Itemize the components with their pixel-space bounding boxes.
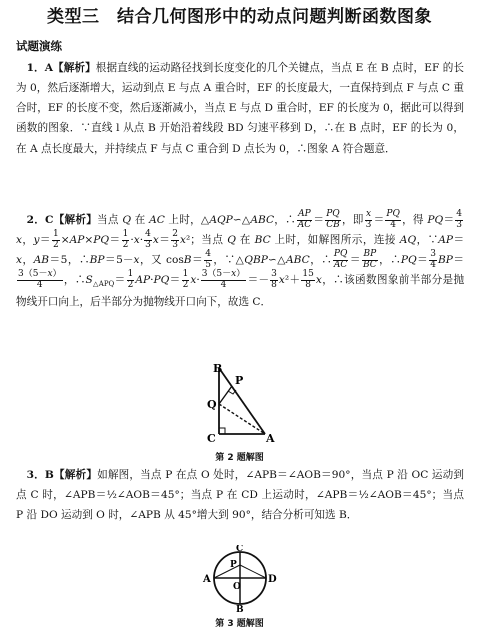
- q2-label-B: B: [213, 362, 223, 375]
- q3-answer: 3．B: [26, 469, 54, 481]
- q2-label-A: A: [266, 432, 275, 445]
- q3-label-D: D: [268, 574, 277, 585]
- q3-label-A: A: [203, 574, 211, 585]
- q3-line-PB: [240, 565, 266, 578]
- q1-text: 根据直线的运动路径找到长度变化的几个关键点，当点 E 在 B 点时，EF 的长为 0，然后逐渐增大，运动到点 E 与点 A 重合时，EF 的长度最大，一直保持到点 F 与点 C 重合时，EF 的长度不变，然后逐渐减小，当点 E 与点 D 重合时，EF 的长度为 0，据此可以得到函数的图象．∵直线 l 从点 B 开始沿着线段 BD 匀速平移到 D，∴在 B 点时，EF 的长为 0，在 A 点长度最大，并持续点 F 与点 C 重合到 D 点长为 0，∴图象 A 符合题意．: [16, 62, 465, 155]
- q2-label-Q: Q: [207, 398, 217, 411]
- section-heading: 试题演练: [16, 39, 62, 53]
- q3-tag: 【解析】: [53, 469, 98, 481]
- q1-tag: 【解析】: [52, 62, 96, 74]
- q1-answer: 1．A: [26, 62, 53, 74]
- q2-paragraph: 2．C【解析】当点 Q 在 AC 上时，△AQP∽△ABC，∴ $\frac{AP}{AC}$ ＝ $\frac{PQ}{CB}$ ，即 $\frac{x}{3}$ ＝ $\frac{PQ}{4}$ ，得 PQ＝ $\frac{4}{3}$ x，y＝ $\frac{1}{2}$ ×AP×PQ＝ $\frac{1}{2}$ ·x· $\frac{4}{3}$ x＝ $\frac{2}{3}$ x²；当点 Q 在 BC 上时，如解图所示，连接 AQ，∵AP＝x，AB＝5，∴BP＝5－x，又 cosB＝ $\frac{4}{5}$ ，∵△QBP∽△ABC，∴ $\frac{PQ}{AC}$ ＝ $\frac{BP}{BC}$ ，∴PQ＝ $\frac{3}{4}$ BP＝ $\frac{3(5-x)}{4}$ ，$\therefore S_{\triangle APQ}=$ $\frac{1}{2}$ AP·PQ＝ $\frac{1}{2}$ x· $\frac{3(5-x)}{4}$ ＝－ $\frac{3}{8}$ x²＋ $\frac{15}{8}$ x，∴该函数图象前半部分是抛物线开口向上，后半部分为抛物线开口向下，故选 C．: [16, 209, 465, 308]
- q3-paragraph: [16, 465, 464, 525]
- q2-answer: 2．C: [26, 214, 54, 226]
- q3-text: 如解图，当点 P 在点 O 处时，∠APB＝∠AOB＝90°，当点 P 沿 OC 运动到点 C 时，∠APB＝½∠AOB＝45°；当点 P 在 CD 上运动时，∠APB＝½∠AOB＝45°；当点 P 沿 DO 运动到 O 时，∠APB 从 45°增大到 90°，结合分析可知选 B．: [16, 469, 464, 522]
- q3-label-B: B: [236, 605, 244, 613]
- q3-label-O: O: [233, 582, 241, 592]
- q2-label-P: P: [235, 374, 244, 387]
- q2-figure: [195, 362, 285, 454]
- q3-label-C: C: [236, 545, 244, 554]
- q3-caption: 第 3 题解图: [215, 619, 264, 629]
- q3-label-P: P: [230, 560, 237, 570]
- q2-tag: 【解析】: [53, 214, 98, 226]
- q2-line-PQ: [219, 386, 232, 404]
- page-title: 类型三 结合几何图形中的动点问题判断函数图象: [47, 7, 432, 27]
- q2-line-QA: [219, 404, 265, 434]
- q2-label-C: C: [207, 432, 216, 445]
- q1-paragraph: [16, 58, 464, 159]
- q3-figure: [200, 545, 280, 613]
- q2-caption: 第 2 题解图: [215, 453, 264, 463]
